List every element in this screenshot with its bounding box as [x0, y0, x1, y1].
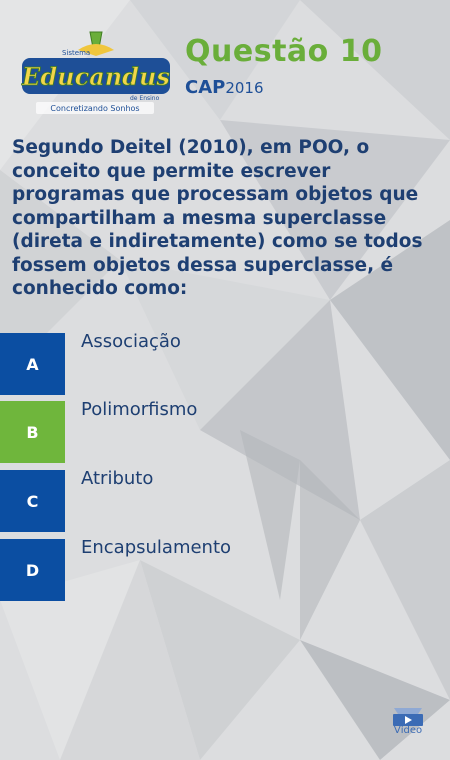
video-button[interactable]: [388, 706, 428, 740]
option-letter-badge[interactable]: C: [0, 470, 65, 532]
option-letter-badge[interactable]: A: [0, 333, 65, 395]
option-text[interactable]: Associação: [81, 331, 181, 352]
option-text[interactable]: Encapsulamento: [81, 537, 232, 558]
answer-option-c[interactable]: [0, 470, 450, 532]
answer-option-b[interactable]: [0, 401, 450, 463]
question-text: Segundo Deitel (2010), em POO, o conceito que permite escrever programas que processam objetos que compartilham a mesma superclasse (direta e indiretamente) como se todos fossem objetos dessa superclasse, é conhecido como:: [12, 137, 423, 299]
exam-label: [185, 77, 264, 98]
option-text[interactable]: Polimorfismo: [81, 399, 198, 420]
svg-text:Concretizando Sonhos: Concretizando Sonhos: [50, 104, 140, 113]
exam-year: 2016: [225, 79, 264, 97]
question-number: Questão 10: [185, 34, 383, 69]
option-letter-badge[interactable]: D: [0, 539, 65, 601]
exam-name: CAP: [185, 77, 226, 98]
educandus-logo: [18, 30, 174, 114]
option-letter-badge[interactable]: B: [0, 401, 65, 463]
answer-option-a[interactable]: [0, 333, 450, 395]
svg-text:de Ensino: de Ensino: [130, 95, 160, 102]
svg-text:Educandus: Educandus: [22, 62, 170, 91]
option-text[interactable]: Atributo: [81, 468, 154, 489]
video-label: Vídeo: [393, 725, 423, 736]
answer-option-d[interactable]: [0, 539, 450, 601]
svg-text:Sistema: Sistema: [62, 49, 91, 57]
